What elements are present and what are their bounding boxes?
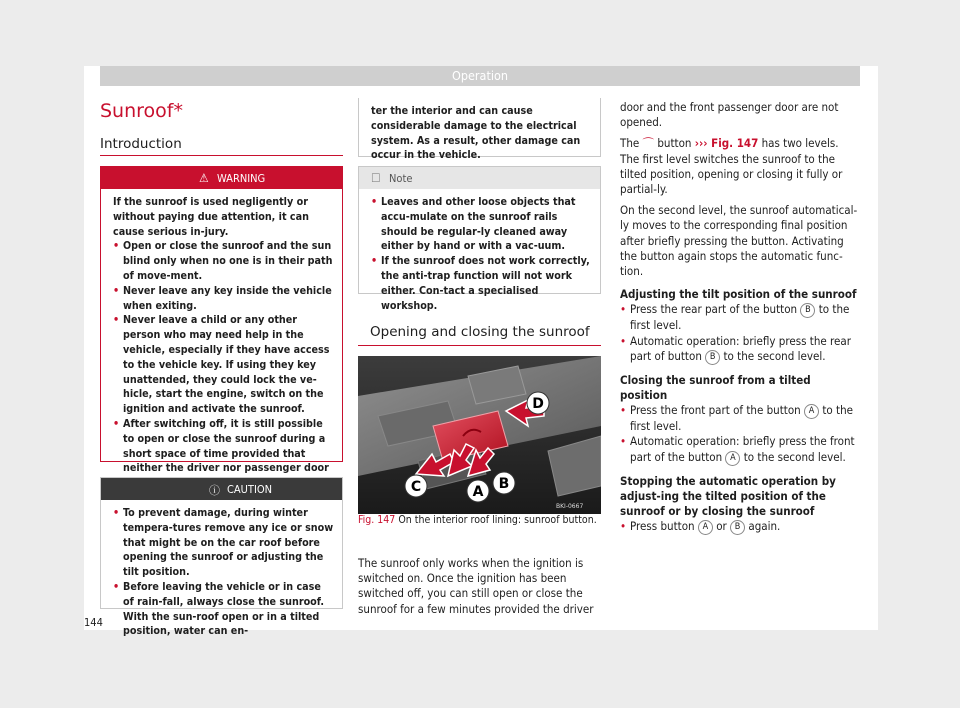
col3-stop-item <box>620 519 860 535</box>
warning-item: • Open or close the sunroof and the sun blind only when no one is in their path of move-ment. <box>113 239 334 283</box>
col3-p3: On the second level, the sunroof automatical-ly moves to the corresponding final position after briefly pressing the button. Activating the button again stops the automatic func-tion. <box>620 203 858 279</box>
badge-b: B <box>730 520 745 535</box>
warning-header <box>101 167 342 189</box>
col3-text: to the first level. <box>630 403 853 434</box>
figure-reference-link[interactable]: ››› Fig. 147 <box>694 136 759 151</box>
col3-heading-stop: Stopping the automatic operation by adjust-ing the tilted position of the sunroof or by closing the sunroof <box>620 473 836 519</box>
caution-item: • Before leaving the vehicle or in case of rain-fall, always close the sunroof. With the sun-roof open or in a tilted position, water can en- <box>113 580 334 639</box>
col3-p2-b: button <box>657 136 692 151</box>
note-box <box>358 166 601 312</box>
caution-item: • To prevent damage, during winter tempera-tures remove any ice or snow that might be on the car roof before opening the sunroof or adjusting the tilt position. <box>113 506 334 580</box>
note-icon: ☐ <box>371 171 381 185</box>
note-body <box>359 189 600 319</box>
figure-caption <box>358 514 601 528</box>
caution-body <box>101 500 342 645</box>
figure-label-b: B <box>498 476 510 492</box>
col3-p1: door and the front passenger door are not opened. <box>620 100 839 130</box>
col3-text: Automatic operation: briefly press the front part of the button <box>630 434 855 464</box>
subtitle-rule <box>100 155 343 156</box>
col3-text: to the second level. <box>723 348 826 363</box>
warning-intro: If the sunroof is used negligently or without paying due attention, it can cause serious in-jury. <box>113 195 309 238</box>
page-number: 144 <box>84 616 103 629</box>
sunroof-button-icon: ⌒ <box>642 136 655 151</box>
col3-text: again. <box>748 519 781 534</box>
warning-item: • Never leave a child or any other person who may need help in the vehicle, especially if they have access to the vehicle key. If using they key unattended, they could lock the ve-hicle, start the engine, switch on the ignition and activate the sunroof. <box>113 313 334 417</box>
badge-a: A <box>804 404 819 419</box>
badge-b: B <box>800 303 815 318</box>
col3-p2 <box>620 136 860 197</box>
header-title: Operation <box>452 68 508 83</box>
caution-label: CAUTION <box>227 482 273 496</box>
figure-caption-text: On the interior roof lining: sunroof button. <box>398 514 597 526</box>
caution-header <box>101 478 342 500</box>
warning-item: • Never leave any key inside the vehicle when exiting. <box>113 284 334 314</box>
col3-tilt-item <box>620 302 860 333</box>
col3-p2-c: has two levels. The first level switches the sunroof to the tilted position, opening or closing it fully or partial-ly. <box>620 136 843 197</box>
warning-body <box>101 189 342 497</box>
col3-text: or <box>716 519 727 534</box>
note-label: Note <box>389 171 413 185</box>
note-header <box>359 167 600 189</box>
caution-continuation: ter the interior and can cause considerable damage to the electrical system. As a result, other damage can occur in the vehicle. <box>371 104 581 162</box>
note-item: • Leaves and other loose objects that accu-mulate on the sunroof rails should be regular-ly cleaned away either by hand or with a vac-uum. <box>371 195 592 254</box>
caution-box <box>100 477 343 638</box>
col3-text: Automatic operation: briefly press the rear part of button <box>630 333 851 363</box>
col3-close-item <box>620 434 860 465</box>
badge-b: B <box>705 350 720 365</box>
figure-illustration <box>358 356 601 514</box>
sunroof-button-figure <box>358 356 601 514</box>
col3-heading-close: Closing the sunroof from a tilted position <box>620 372 811 403</box>
figure-label-c: C <box>410 479 422 495</box>
col3-p2-a: The <box>620 136 640 151</box>
figure-label-d: D <box>532 396 544 412</box>
body-col2: The sunroof only works when the ignition is switched on. Once the ignition has been switched off, you can still open or close the sunroof for a few minutes provided the driver <box>358 556 594 616</box>
badge-a: A <box>725 451 740 466</box>
col3-close-item <box>620 403 860 434</box>
figure-label-a: A <box>472 484 484 500</box>
warning-box <box>100 166 343 475</box>
note-item: • If the sunroof does not work correctly, the anti-trap function will not work either. Con-tact a specialised workshop. <box>371 254 592 313</box>
badge-a: A <box>698 520 713 535</box>
opening-rule <box>358 345 601 346</box>
warning-label: WARNING <box>217 171 266 185</box>
col3-text: Press button <box>630 519 695 534</box>
col3-text: Press the rear part of the button <box>630 302 798 317</box>
col3-tilt-item <box>620 334 860 365</box>
section-subtitle: Introduction <box>100 136 182 152</box>
figure-caption-number: Fig. 147 <box>358 514 396 526</box>
opening-title: Opening and closing the sunroof <box>370 324 590 340</box>
warning-item: • After switching off, it is still possible to open or close the sunroof during a short space of time provided that neither the driver nor passenger door <box>113 417 334 491</box>
warning-triangle-icon: ⚠ <box>199 171 209 185</box>
caution-circle-icon: ⓘ <box>209 484 220 497</box>
caution-continuation-box <box>358 98 601 162</box>
section-title: Sunroof* <box>100 100 183 122</box>
col3-text: to the second level. <box>743 449 846 464</box>
col3-text: Press the front part of the button <box>630 403 801 418</box>
col3-heading-tilt: Adjusting the tilt position of the sunroof <box>620 287 857 302</box>
figure-code: BKI-0667 <box>556 503 584 510</box>
body-col3 <box>620 100 860 535</box>
col3-text: to the first level. <box>630 302 850 333</box>
